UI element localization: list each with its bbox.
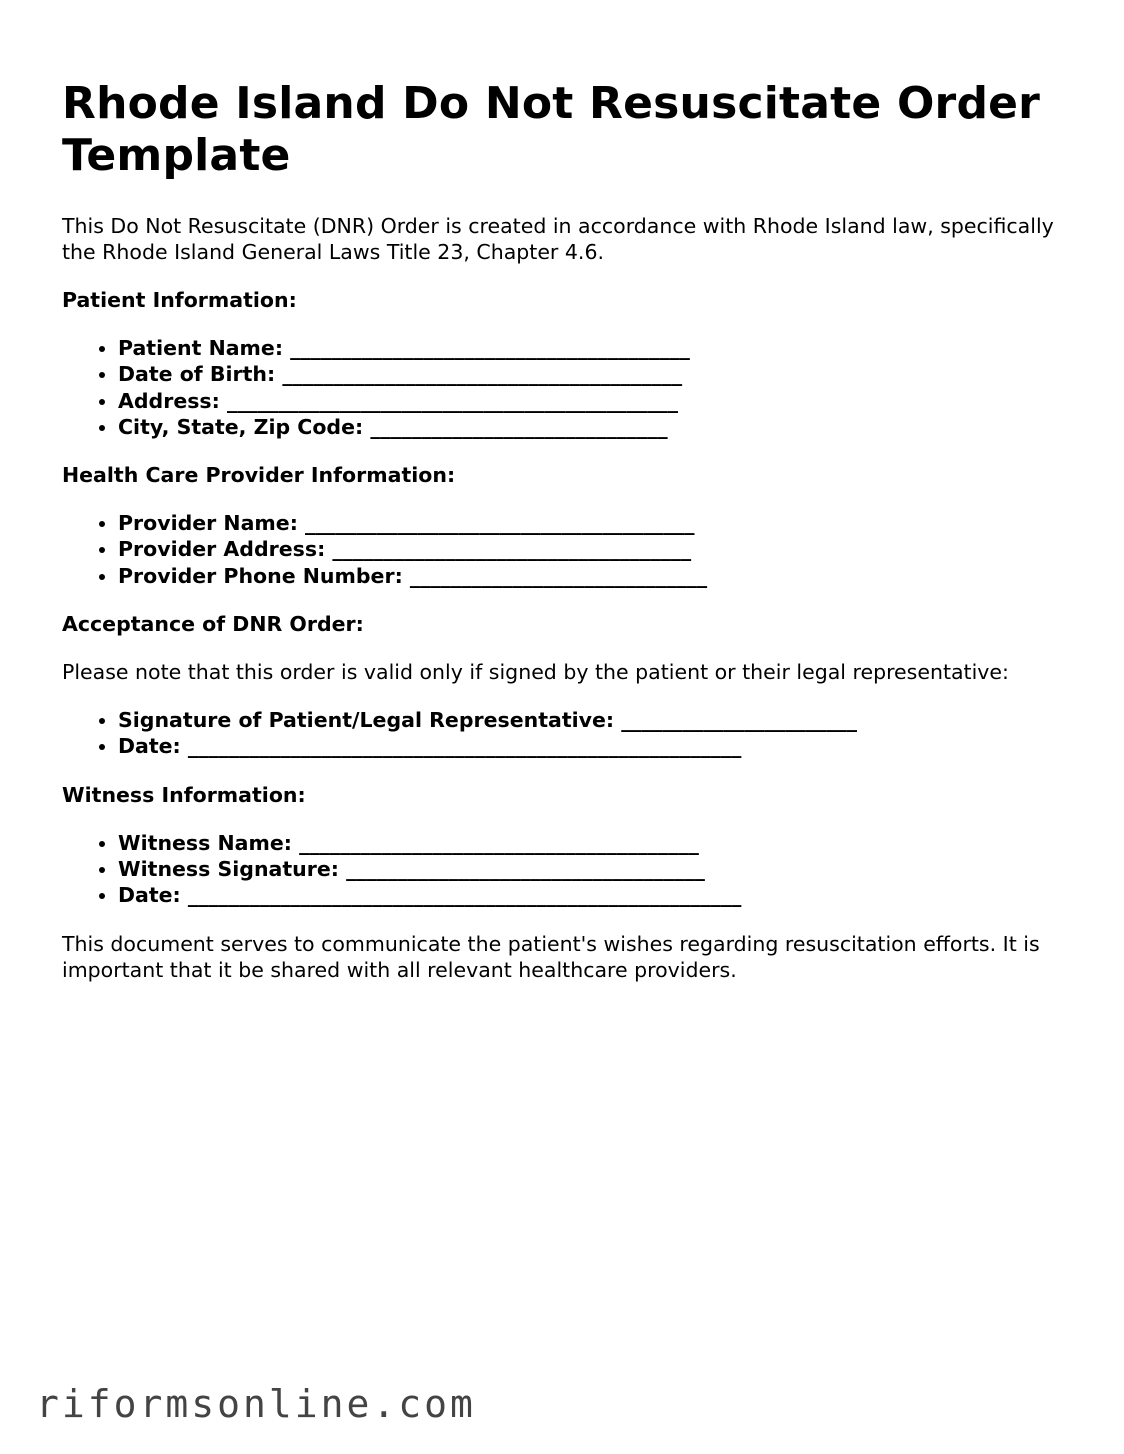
provider-phone-field: • Provider Phone Number: _____________________________ <box>118 563 1072 589</box>
provider-info-list <box>62 510 1072 589</box>
city-state-zip-field: • City, State, Zip Code: _____________________________ <box>118 414 1072 440</box>
witness-name-field: • Witness Name: _______________________________________ <box>118 830 1072 856</box>
document-page <box>62 78 1072 1005</box>
witness-info-heading: Witness Information: <box>62 782 306 807</box>
acceptance-heading: Acceptance of DNR Order: <box>62 612 364 637</box>
closing-paragraph: This document serves to communicate the patient's wishes regarding resuscitation efforts. It is important that it be shared with all relevant healthcare providers. <box>62 931 1040 982</box>
patient-signature-field: • Signature of Patient/Legal Representative: _______________________ <box>118 707 1072 733</box>
intro-paragraph: This Do Not Resuscitate (DNR) Order is created in accordance with Rhode Island law, specifically the Rhode Island General Laws Title 23, Chapter 4.6. <box>62 214 1054 264</box>
patient-info-list <box>62 335 1072 440</box>
date-of-birth-field: • Date of Birth: _______________________________________ <box>118 361 1072 387</box>
patient-name-field: • Patient Name: _______________________________________ <box>118 335 1072 361</box>
patient-info-heading: Patient Information: <box>62 288 297 312</box>
provider-address-field: • Provider Address: ___________________________________ <box>118 536 1072 562</box>
document-title: Rhode Island Do Not Resuscitate Order Template <box>62 78 1041 181</box>
witness-date-field: • Date: ______________________________________________________ <box>118 882 1072 908</box>
acceptance-list <box>62 707 1072 760</box>
acceptance-date-field: • Date: ______________________________________________________ <box>118 733 1072 759</box>
provider-name-field: • Provider Name: ______________________________________ <box>118 510 1072 536</box>
acceptance-note: Please note that this order is valid only if signed by the patient or their legal representative: <box>62 660 1009 685</box>
witness-signature-field: • Witness Signature: ___________________________________ <box>118 856 1072 882</box>
address-field: • Address: ____________________________________________ <box>118 388 1072 414</box>
provider-info-heading: Health Care Provider Information: <box>62 463 456 488</box>
site-watermark: riformsonline.com <box>36 1382 476 1426</box>
witness-info-list <box>62 830 1072 909</box>
